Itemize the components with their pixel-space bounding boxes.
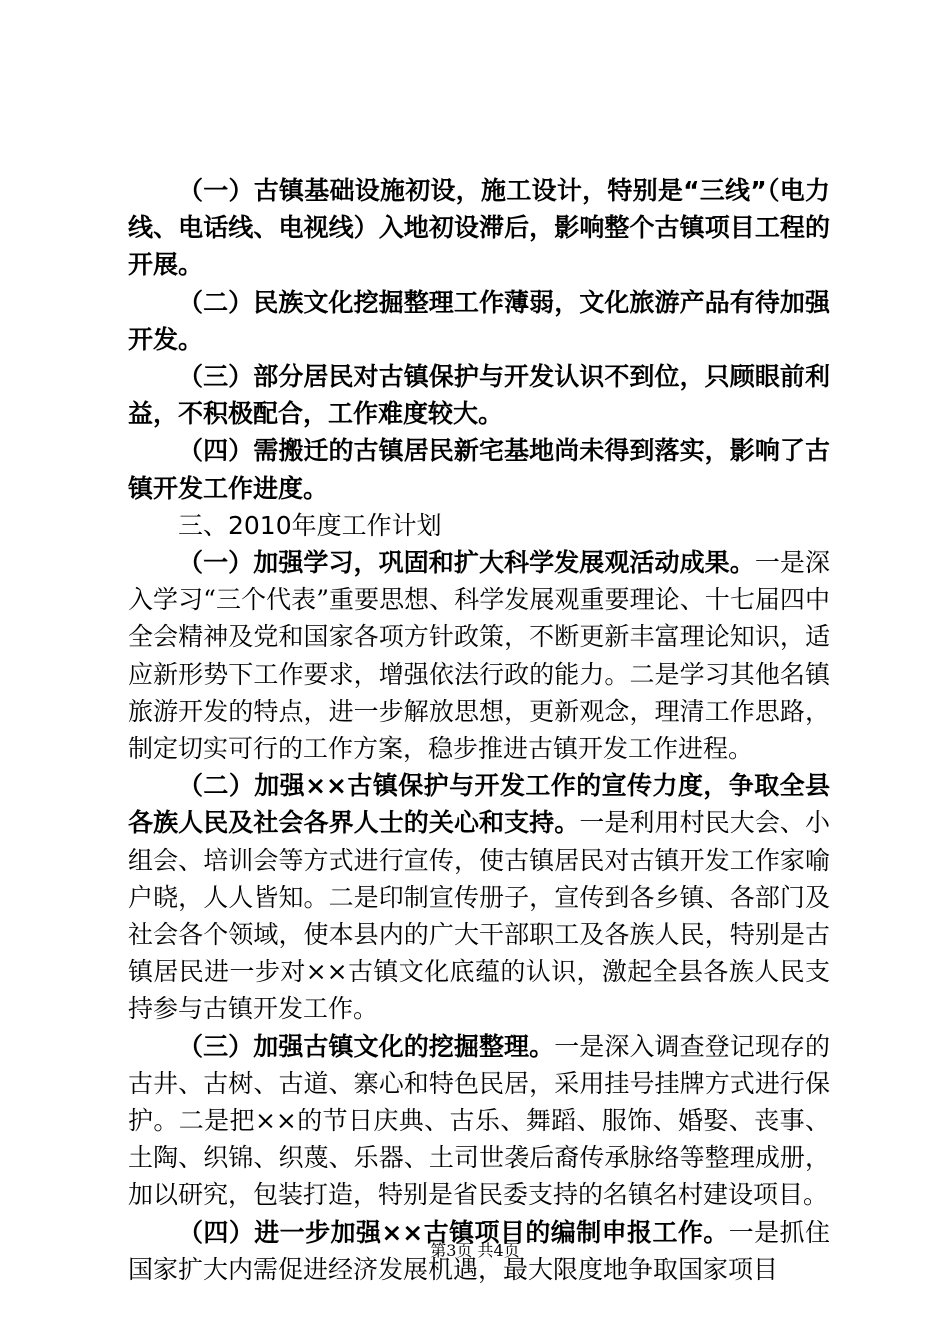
section-heading: 三、2010年度工作计划 bbox=[178, 510, 442, 540]
page-footer: 第3页 共4页 bbox=[430, 1241, 520, 1260]
paragraph-lead: （三）加强古镇文化的挖掘整理。 bbox=[178, 1031, 555, 1061]
plan-paragraph-3 bbox=[128, 1028, 830, 1214]
problem-paragraph-1 bbox=[128, 172, 830, 284]
paragraph-lead: （四）进一步加强××古镇项目的编制申报工作。 bbox=[178, 1217, 729, 1247]
paragraph-lead: （二）加强××古镇保护与开发工作的宣传力度，争取全县各族人民及社会各界人士的关心和支持。 bbox=[128, 771, 830, 838]
paragraph-body: 一是深入学习“三个代表”重要思想、科学发展观重要理论、十七届四中全会精神及党和国家各项方针政策，不断更新丰富理论知识，适应新形势下工作要求，增强依法行政的能力。二是学习其他名镇旅游开发的特点，进一步解放思想，更新观念，理清工作思路，制定切实可行的工作方案，稳步推进古镇开发工作进程。 bbox=[128, 548, 830, 764]
paragraph-lead: （三）部分居民对古镇保护与开发认识不到位，只顾眼前利益，不积极配合，工作难度较大。 bbox=[128, 362, 830, 429]
paragraph-body: 一是利用村民大会、小组会、培训会等方式进行宣传，使古镇居民对古镇开发工作家喻户晓，人人皆知。二是印制宣传册子，宣传到各乡镇、各部门及社会各个领域，使本县内的广大干部职工及各族人民，特别是古镇居民进一步对××古镇文化底蕴的认识，激起全县各族人民支持参与古镇开发工作。 bbox=[128, 808, 830, 1024]
paragraph-lead: （一）加强学习，巩固和扩大科学发展观活动成果。 bbox=[178, 548, 755, 578]
paragraph-lead: （二）民族文化挖掘整理工作薄弱，文化旅游产品有待加强开发。 bbox=[128, 287, 830, 354]
document-body bbox=[128, 172, 830, 1288]
paragraph-body: 一是深入调查登记现存的古井、古树、古道、寨心和特色民居，采用挂号挂牌方式进行保护。二是把××的节日庆典、古乐、舞蹈、服饰、婚娶、丧事、土陶、织锦、织蔑、乐器、土司世袭后裔传承脉络等整理成册，加以研究，包装打造，特别是省民委支持的名镇名村建设项目。 bbox=[128, 1031, 830, 1210]
problem-paragraph-4 bbox=[128, 432, 830, 506]
plan-paragraph-1 bbox=[128, 544, 830, 767]
paragraph-lead: （一）古镇基础设施初设，施工设计，特别是“三线”（电力线、电话线、电视线）入地初设滞后，影响整个古镇项目工程的开展。 bbox=[128, 176, 830, 280]
plan-paragraph-2 bbox=[128, 767, 830, 1027]
paragraph-lead: （四）需搬迁的古镇居民新宅基地尚未得到落实，影响了古镇开发工作进度。 bbox=[128, 436, 830, 503]
problem-paragraph-2 bbox=[128, 284, 830, 358]
problem-paragraph-3 bbox=[128, 358, 830, 432]
paragraph-body: 一是抓住国家扩大内需促进经济发展机遇，最大限度地争取国家项目 bbox=[128, 1217, 830, 1284]
